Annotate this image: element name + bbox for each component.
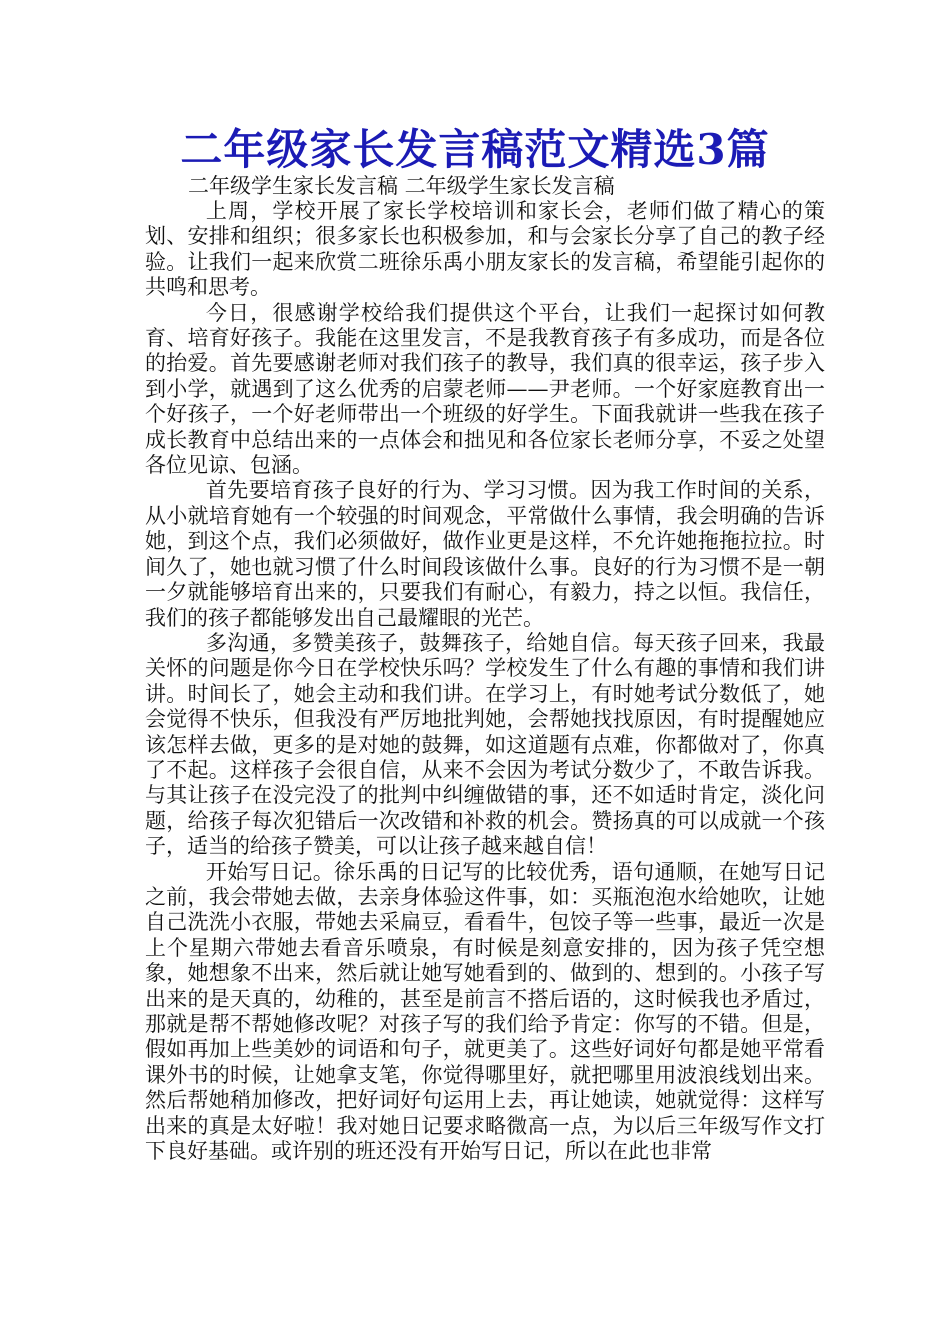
paragraph: 多沟通，多赞美孩子，鼓舞孩子，给她自信。每天孩子回来，我最关怀的问题是你今日在学校快乐吗？学校发生了什么有趣的事情和我们讲讲。时间长了，她会主动和我们讲。在学习上，有时她考试分数低了，她会觉得不快乐，但我没有严厉地批判她，会帮她找找原因，有时提醒她应该怎样去做，更多的是对她的鼓舞，如这道题有点难，你都做对了，你真了不起。这样孩子会很自信，从来不会因为考试分数少了，不敢告诉我。与其让孩子在没完没了的批判中纠缠做错的事，还不如适时肯定，淡化问题，给孩子每次犯错后一次改错和补救的机会。赞扬真的可以成就一个孩子，适当的给孩子赞美，可以让孩子越来越自信！ xyxy=(145,630,825,859)
paragraph: 今日，很感谢学校给我们提供这个平台，让我们一起探讨如何教育、培育好孩子。我能在这里发言，不是我教育孩子有多成功，而是各位的抬爱。首先要感谢老师对我们孩子的教导，我们真的很幸运，孩子步入到小学，就遇到了这么优秀的启蒙老师——尹老师。一个好家庭教育出一个好孩子，一个好老师带出一个班级的好学生。下面我就讲一些我在孩子成长教育中总结出来的一点体会和拙见和各位家长老师分享，不妥之处望各位见谅、包涵。 xyxy=(145,300,825,478)
document-subtitle: 二年级学生家长发言稿 二年级学生家长发言稿 xyxy=(188,174,615,198)
paragraph: 开始写日记。徐乐禹的日记写的比较优秀，语句通顺，在她写日记之前，我会带她去做，去亲身体验这件事，如：买瓶泡泡水给她吹，让她自己洗洗小衣服，带她去采扁豆，看看牛，包饺子等一些事，最近一次是上个星期六带她去看音乐喷泉，有时候是刻意安排的，因为孩子凭空想象，她想象不出来，然后就让她写她看到的、做到的、想到的。小孩子写出来的是天真的，幼稚的，甚至是前言不搭后语的，这时候我也矛盾过，那就是帮不帮她修改呢？对孩子写的我们给予肯定：你写的不错。但是，假如再加上些美妙的词语和句子，就更美了。这些好词好句都是她平常看课外书的时候，让她拿支笔，你觉得哪里好，就把哪里用波浪线划出来。然后帮她稍加修改，把好词好句运用上去，再让她读，她就觉得：这样写出来的真是太好啦！我对她日记要求略微高一点，为以后三年级写作文打下良好基础。或许别的班还没有开始写日记，所以在此也非常 xyxy=(145,859,825,1164)
document-body xyxy=(145,199,825,1164)
paragraph: 上周，学校开展了家长学校培训和家长会，老师们做了精心的策划、安排和组织；很多家长也积极参加，和与会家长分享了自己的教子经验。让我们一起来欣赏二班徐乐禹小朋友家长的发言稿，希望能引起你的共鸣和思考。 xyxy=(145,199,825,300)
document-title: 二年级家长发言稿范文精选3篇 xyxy=(180,125,770,174)
paragraph: 首先要培育孩子良好的行为、学习习惯。因为我工作时间的关系，从小就培育她有一个较强的时间观念，平常做什么事情，我会明确的告诉她，到这个点，我们必须做好，做作业更是这样，不允许她拖拖拉拉。时间久了，她也就习惯了什么时间段该做什么事。良好的行为习惯不是一朝一夕就能够培育出来的，只要我们有耐心，有毅力，持之以恒。我信任，我们的孩子都能够发出自己最耀眼的光芒。 xyxy=(145,478,825,630)
